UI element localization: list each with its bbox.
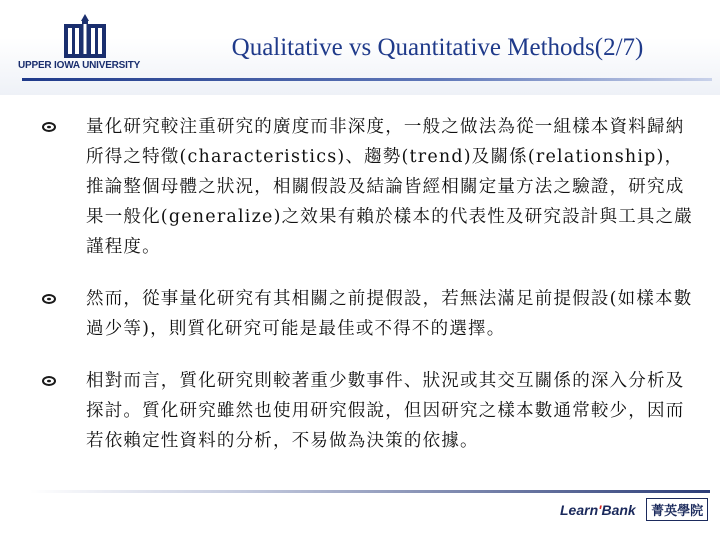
brand-mark-icon: ': [598, 502, 602, 518]
bullet-marker-icon: [42, 294, 56, 304]
brand-en-suffix: Bank: [601, 502, 636, 518]
learnbank-logo: [560, 498, 708, 520]
footer-divider: [30, 490, 710, 493]
bullet-item: [40, 284, 700, 344]
bullet-text: 然而，從事量化研究有其相關之前提假設，若無法滿足前提假設(如樣本數過少等)，則質化研究可能是最佳或不得不的選擇。: [86, 289, 693, 339]
slide-title: Qualitative vs Quantitative Methods(2/7): [231, 34, 644, 61]
brand-cn: 菁英學院: [646, 498, 708, 521]
tower-logo-icon: [62, 14, 108, 58]
logo-text: UPPER IOWA UNIVERSITY: [18, 60, 141, 71]
brand-en: [560, 502, 636, 518]
bullet-text: 量化研究較注重研究的廣度而非深度，一般之做法為從一組樣本資料歸納所得之特徵(characteristics)、趨勢(trend)及關係(relationship)，推論整個母體之狀況，相關假設及結論皆經相關定量方法之驗證，研究成果一般化(generalize)之效果有賴於樣本的代表性及研究設計與工具之嚴謹程度。: [86, 117, 694, 257]
bullet-item: [40, 112, 700, 262]
bullet-list: [40, 112, 700, 478]
bullet-text: 相對而言，質化研究則較著重少數事件、狀況或其交互關係的深入分析及探討。質化研究雖然也使用研究假說，但因研究之樣本數通常較少，因而若依賴定性資料的分析，不易做為決策的依據。: [86, 371, 685, 451]
brand-en-prefix: Learn: [560, 502, 599, 518]
slide-footer: [0, 470, 720, 540]
bullet-marker-icon: [42, 122, 56, 132]
bullet-item: [40, 366, 700, 456]
university-logo: [18, 14, 148, 76]
title-divider: [22, 78, 712, 81]
slide-header: [0, 0, 720, 95]
bullet-marker-icon: [42, 376, 56, 386]
